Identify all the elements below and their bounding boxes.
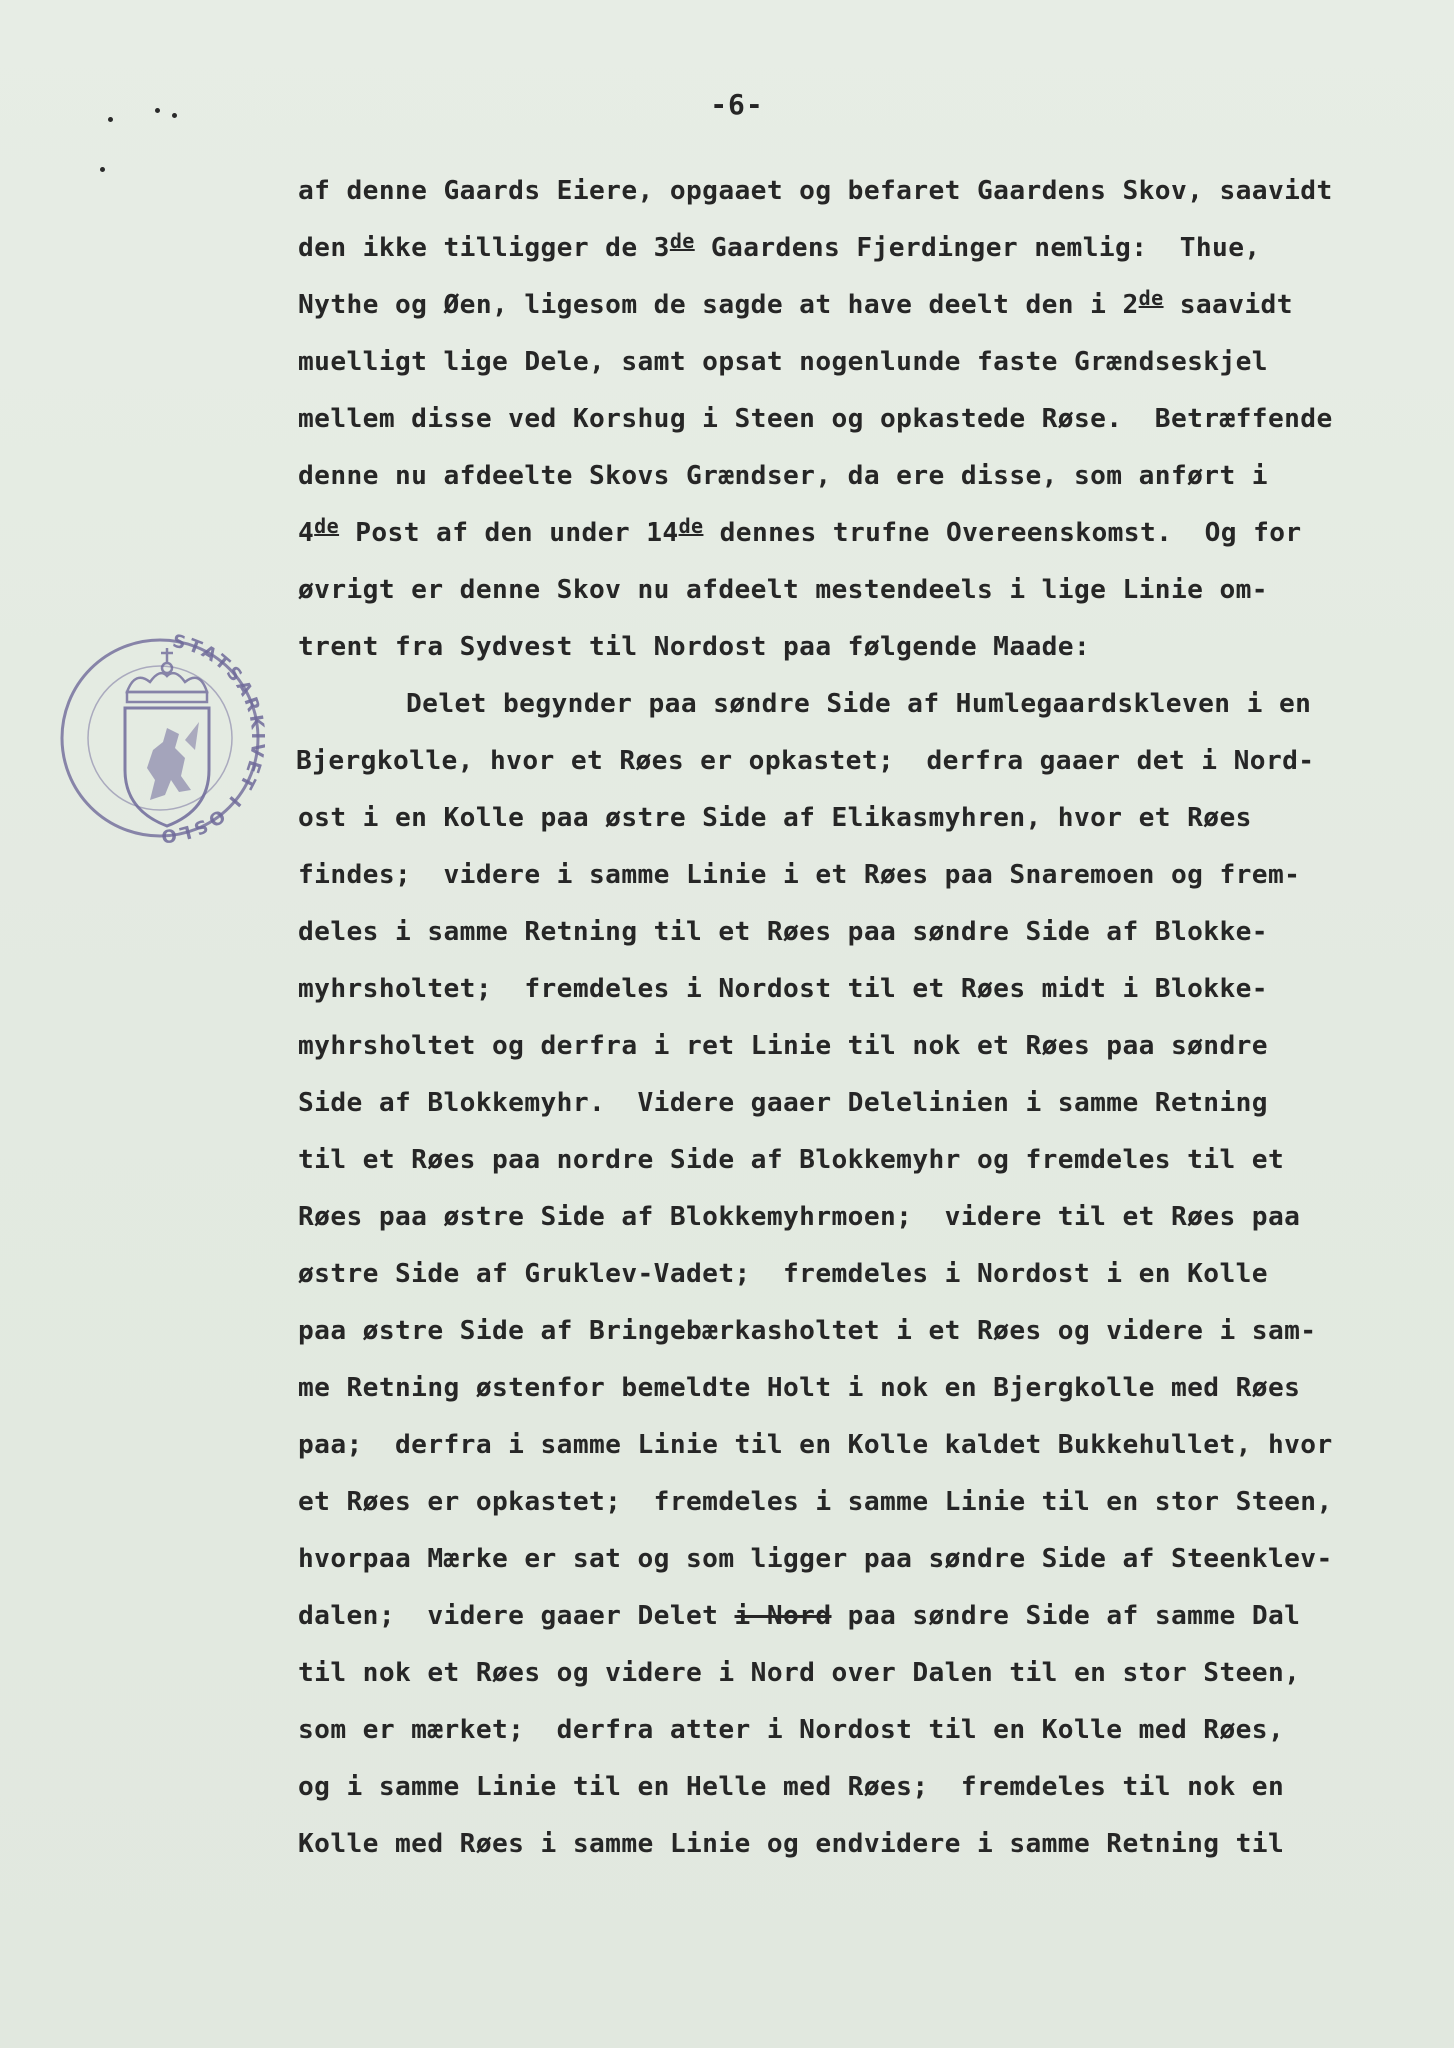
text-line xyxy=(298,1531,1428,1588)
text-line xyxy=(298,1303,1428,1360)
text-line xyxy=(298,163,1428,220)
document-body xyxy=(298,163,1428,1873)
struck-text: i Nord xyxy=(734,1601,832,1631)
line-text: hvorpaa Mærke er sat og som ligger paa søndre Side af Steenklev- xyxy=(298,1544,1333,1574)
text-line xyxy=(298,847,1428,904)
line-text: dalen; videre gaaer Delet xyxy=(298,1601,735,1631)
line-text: øvrigt er denne Skov nu afdeelt mestendeels i lige Linie om- xyxy=(298,575,1268,605)
text-line xyxy=(298,1759,1428,1816)
line-text: findes; videre i samme Linie i et Røes paa Snaremoen og frem- xyxy=(298,860,1301,890)
text-line xyxy=(298,1645,1428,1702)
text-line xyxy=(298,220,1428,277)
text-line xyxy=(298,1132,1428,1189)
line-text: Kolle med Røes i samme Linie og endvidere i samme Retning til xyxy=(298,1829,1285,1859)
margin-dot xyxy=(100,167,105,172)
line-text: myhrsholtet; fremdeles i Nordost til et Røes midt i Blokke- xyxy=(298,974,1268,1004)
line-text: deles i samme Retning til et Røes paa søndre Side af Blokke- xyxy=(298,917,1268,947)
superscript-ordinal: de xyxy=(678,514,704,538)
text-line xyxy=(298,1417,1428,1474)
text-line xyxy=(298,619,1428,676)
text-line xyxy=(298,904,1428,961)
superscript-ordinal: de xyxy=(669,229,695,253)
text-line xyxy=(298,676,1428,733)
superscript-ordinal: de xyxy=(1138,286,1164,310)
text-line xyxy=(298,1075,1428,1132)
text-line xyxy=(298,334,1428,391)
svg-text:STATSARKIVET I OSLO: STATSAR ET I OSLO xyxy=(157,630,265,847)
line-text: ost i en Kolle paa østre Side af Elikasmyhren, hvor et Røes xyxy=(298,803,1252,833)
text-line xyxy=(298,1816,1428,1873)
line-text: 4 xyxy=(298,518,315,548)
line-text: muelligt lige Dele, samt opsat nogenlunde faste Grændseskjel xyxy=(298,347,1268,377)
line-text: dennes trufne Overeenskomst. Og for xyxy=(703,518,1302,548)
line-text: Delet begynder paa søndre Side af Humlegaardskleven i en xyxy=(406,689,1312,719)
line-text: me Retning østenfor bemeldte Holt i nok en Bjergkolle med Røes xyxy=(298,1373,1301,1403)
line-text: paa østre Side af Bringebærkasholtet i et Røes og videre i sam- xyxy=(298,1316,1317,1346)
line-text: Bjergkolle, hvor et Røes er opkastet; derfra gaaer det i Nord- xyxy=(296,746,1315,776)
line-text: Røes paa østre Side af Blokkemyhrmoen; videre til et Røes paa xyxy=(298,1202,1301,1232)
text-line xyxy=(298,1360,1428,1417)
line-text: østre Side af Gruklev-Vadet; fremdeles i Nordost i en Kolle xyxy=(298,1259,1268,1289)
text-line xyxy=(298,790,1428,847)
superscript-ordinal: de xyxy=(314,514,340,538)
text-line xyxy=(298,391,1428,448)
line-text: Post af den under 14 xyxy=(339,518,679,548)
text-line xyxy=(298,1246,1428,1303)
text-line xyxy=(298,1702,1428,1759)
text-line xyxy=(298,1588,1428,1645)
text-line xyxy=(298,1018,1428,1075)
line-text: trent fra Sydvest til Nordost paa følgende Maade: xyxy=(298,632,1091,662)
text-line xyxy=(298,1189,1428,1246)
page-number: -6- xyxy=(710,88,764,121)
line-text: denne nu afdeelte Skovs Grændser, da ere disse, som anført i xyxy=(298,461,1268,491)
text-line xyxy=(298,562,1428,619)
line-text: Gaardens Fjerdinger nemlig: Thue, xyxy=(694,233,1261,263)
line-text: paa søndre Side af samme Dal xyxy=(831,1601,1301,1631)
text-line xyxy=(298,1474,1428,1531)
line-text: som er mærket; derfra atter i Nordost til en Kolle med Røes, xyxy=(298,1715,1285,1745)
line-text: Nythe og Øen, ligesom de sagde at have deelt den i 2 xyxy=(298,290,1139,320)
line-text: et Røes er opkastet; fremdeles i samme Linie til en stor Steen, xyxy=(298,1487,1333,1517)
text-line xyxy=(298,505,1428,562)
line-text: af denne Gaards Eiere, opgaaet og befaret Gaardens Skov, saavidt xyxy=(298,176,1333,206)
text-line xyxy=(298,277,1428,334)
line-text: og i samme Linie til en Helle med Røes; fremdeles til nok en xyxy=(298,1772,1285,1802)
stamp-seal-icon xyxy=(55,630,265,860)
line-text: den ikke tilligger de 3 xyxy=(298,233,670,263)
text-line xyxy=(298,448,1428,505)
line-text: mellem disse ved Korshug i Steen og opkastede Røse. Betræffende xyxy=(298,404,1333,434)
text-line xyxy=(296,733,1428,790)
line-text: til nok et Røes og videre i Nord over Dalen til en stor Steen, xyxy=(298,1658,1301,1688)
line-text: paa; derfra i samme Linie til en Kolle kaldet Bukkehullet, hvor xyxy=(298,1430,1333,1460)
line-text: myhrsholtet og derfra i ret Linie til nok et Røes paa søndre xyxy=(298,1031,1268,1061)
archive-stamp xyxy=(55,630,265,860)
line-text: saavidt xyxy=(1163,290,1293,320)
line-text: til et Røes paa nordre Side af Blokkemyhr og fremdeles til et xyxy=(298,1145,1285,1175)
text-line xyxy=(298,961,1428,1018)
line-text: Side af Blokkemyhr. Videre gaaer Delelinien i samme Retning xyxy=(298,1088,1268,1118)
